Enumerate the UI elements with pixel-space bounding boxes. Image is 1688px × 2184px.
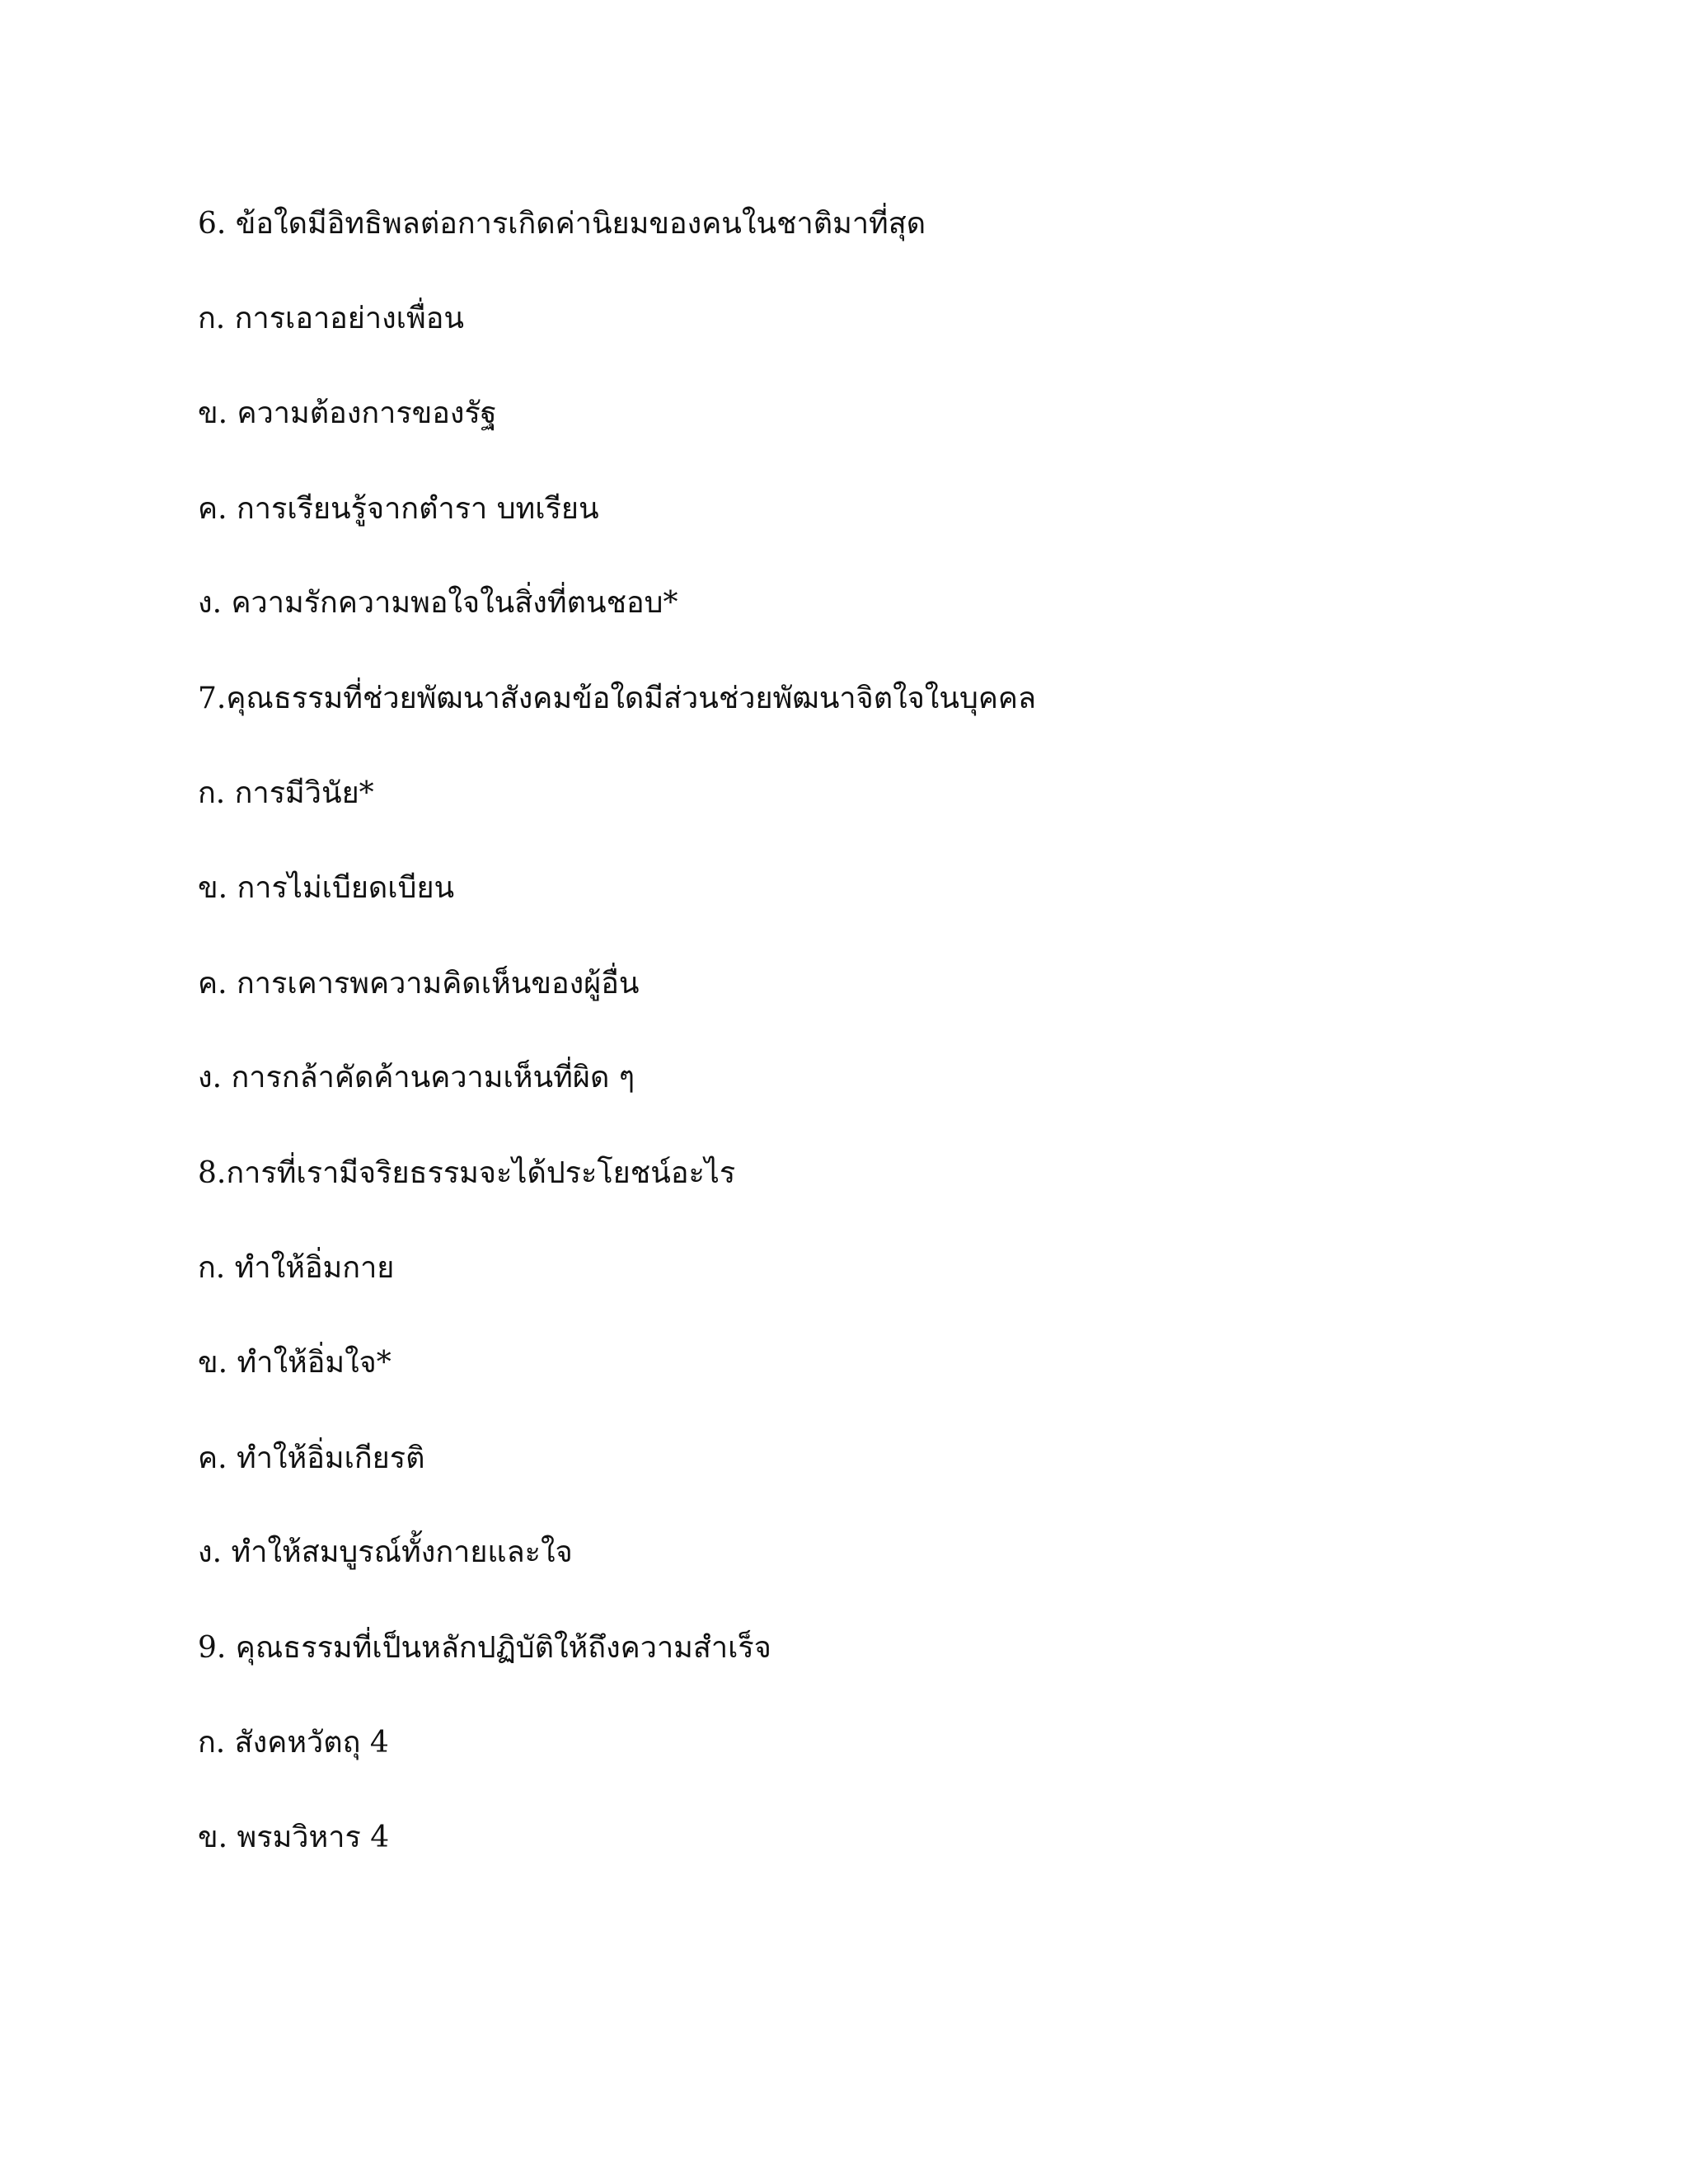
question-6-option-a: ก. การเอาอย่างเพื่อน — [198, 302, 464, 335]
question-8-option-b: ข. ทำให้อิ่มใจ* — [198, 1346, 392, 1380]
question-7-option-b: ข. การไม่เบียดเบียน — [198, 871, 455, 905]
question-8-option-d: ง. ทำให้สมบูรณ์ทั้งกายและใจ — [198, 1535, 573, 1569]
question-7-option-c: ค. การเคารพความคิดเห็นของผู้อื่น — [198, 967, 640, 1001]
question-7: 7.คุณธรรมที่ช่วยพัฒนาสังคมข้อใดมีส่วนช่วยพัฒนาจิตใจในบุคคล — [198, 682, 1037, 715]
question-7-option-a: ก. การมีวินัย* — [198, 776, 374, 810]
question-8-option-c: ค. ทำให้อิ่มเกียรติ — [198, 1441, 425, 1475]
question-8: 8.การที่เรามีจริยธรรมจะได้ประโยชน์อะไร — [198, 1156, 736, 1190]
question-9-option-b: ข. พรมวิหาร 4 — [198, 1821, 390, 1854]
question-6-option-b: ข. ความต้องการของรัฐ — [198, 396, 497, 430]
question-6: 6. ข้อใดมีอิทธิพลต่อการเกิดค่านิยมของคนในชาติมาที่สุด — [198, 207, 926, 241]
question-6-option-d: ง. ความรักความพอใจในสิ่งที่ตนชอบ* — [198, 586, 678, 620]
question-7-option-d: ง. การกล้าคัดค้านความเห็นที่ผิด ๆ — [198, 1061, 635, 1094]
question-8-option-a: ก. ทำให้อิ่มกาย — [198, 1251, 395, 1285]
question-9: 9. คุณธรรมที่เป็นหลักปฏิบัติให้ถึงความสำเร็จ — [198, 1631, 771, 1665]
question-6-option-c: ค. การเรียนรู้จากตำรา บทเรียน — [198, 492, 599, 526]
question-9-option-a: ก. สังคหวัตถุ 4 — [198, 1726, 389, 1760]
